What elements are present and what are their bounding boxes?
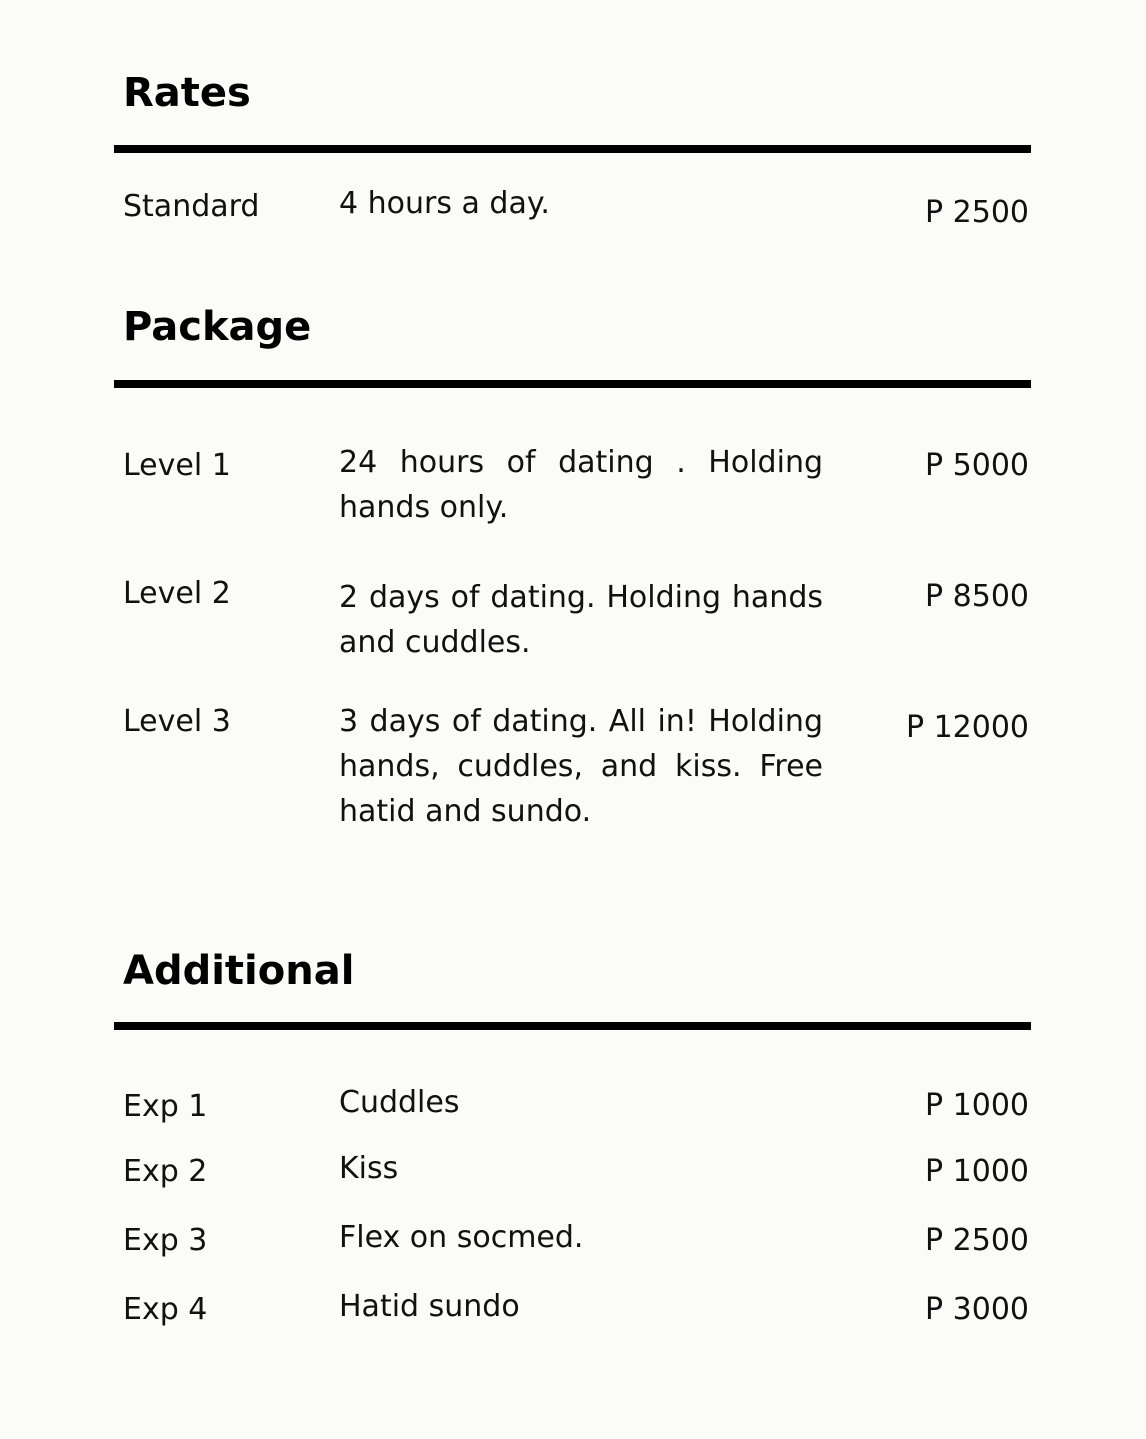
- package-desc-level-2: 2 days of dating. Holding hands and cuddles.: [339, 580, 823, 660]
- package-price-level-3: P 12000: [905, 710, 1029, 745]
- rate-label-standard: Standard: [123, 189, 260, 224]
- additional-price-exp-1: P 1000: [925, 1088, 1029, 1123]
- rates-heading: Rates: [123, 70, 251, 116]
- additional-price-exp-2: P 1000: [925, 1154, 1029, 1189]
- additional-desc-exp-4: Hatid sundo: [339, 1289, 520, 1324]
- additional-price-exp-4: P 3000: [925, 1292, 1029, 1327]
- additional-desc-exp-1: Cuddles: [339, 1085, 460, 1120]
- package-desc-level-1: 24 hours of dating . Holding hands only.: [339, 445, 823, 525]
- additional-price-exp-3: P 2500: [925, 1223, 1029, 1258]
- additional-desc-exp-2: Kiss: [339, 1151, 399, 1186]
- additional-label-exp-1: Exp 1: [123, 1089, 208, 1124]
- package-label-level-1: Level 1: [123, 448, 231, 483]
- rates-divider: [114, 145, 1031, 153]
- additional-label-exp-4: Exp 4: [123, 1292, 208, 1327]
- rate-desc-standard: 4 hours a day.: [339, 186, 550, 221]
- additional-divider: [114, 1022, 1031, 1030]
- additional-heading: Additional: [123, 948, 355, 994]
- additional-label-exp-2: Exp 2: [123, 1154, 208, 1189]
- additional-desc-exp-3: Flex on socmed.: [339, 1220, 584, 1255]
- package-desc-level-3: 3 days of dating. All in! Holding hands, cuddles, and kiss. Free hatid and sundo.: [339, 704, 823, 829]
- package-heading: Package: [123, 304, 312, 350]
- package-label-level-2: Level 2: [123, 576, 231, 611]
- package-price-level-2: P 8500: [925, 579, 1029, 614]
- package-divider: [114, 380, 1031, 388]
- package-price-level-1: P 5000: [925, 448, 1029, 483]
- additional-label-exp-3: Exp 3: [123, 1223, 208, 1258]
- package-label-level-3: Level 3: [123, 704, 231, 739]
- rate-price-standard: P 2500: [925, 195, 1029, 230]
